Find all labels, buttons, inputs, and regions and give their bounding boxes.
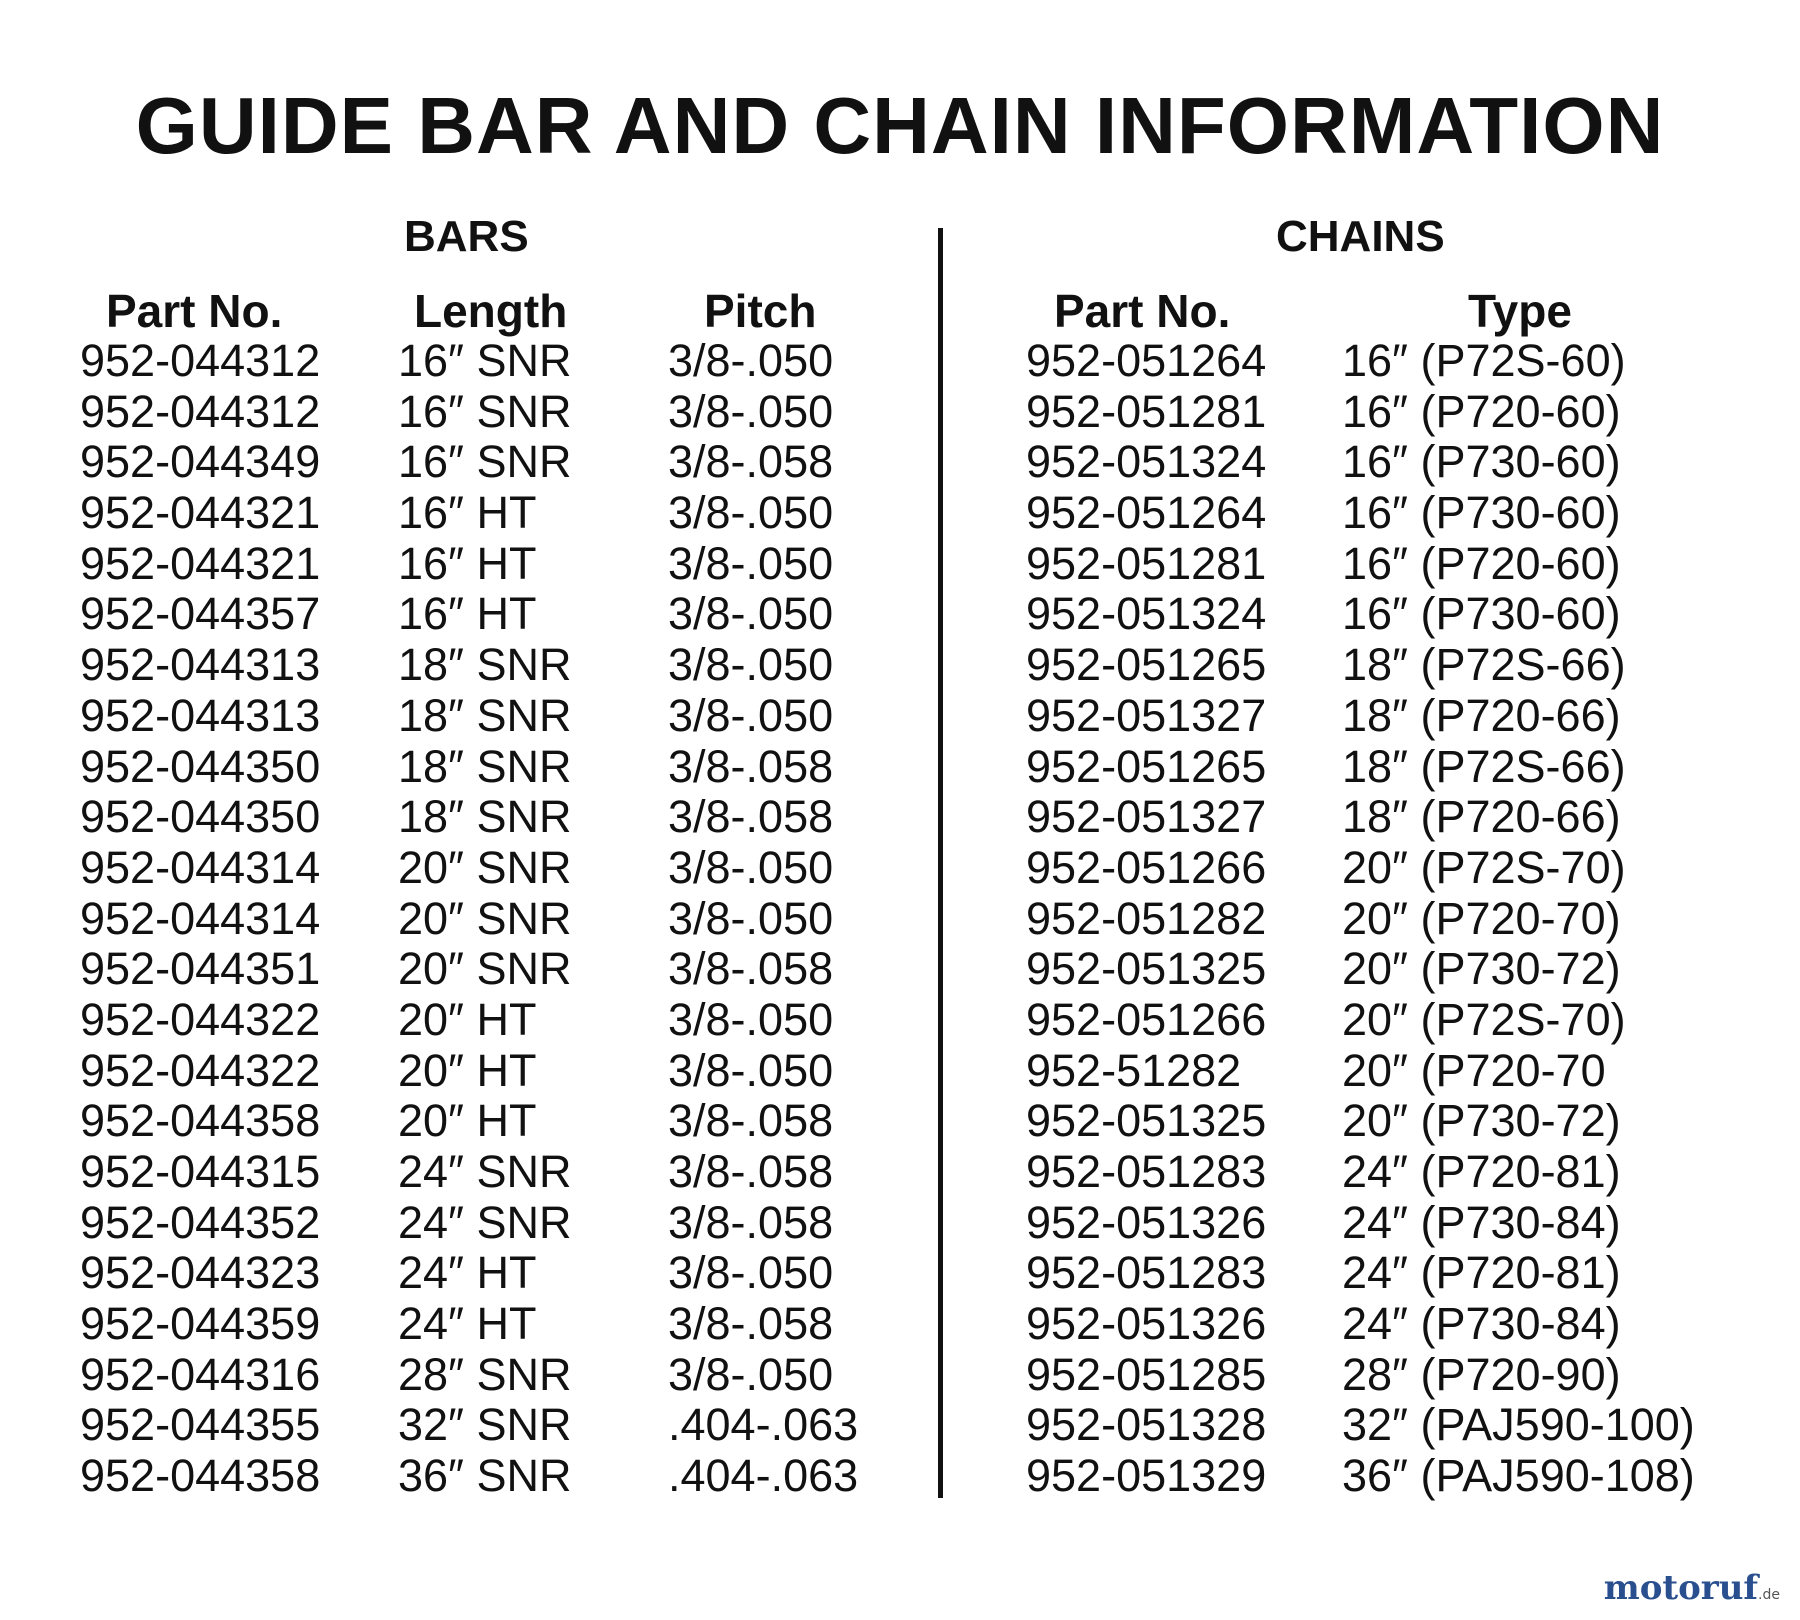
bar-length: 18″ SNR xyxy=(398,689,572,741)
chain-part-no: 952-051326 xyxy=(1026,1298,1267,1350)
table-row xyxy=(0,437,1800,488)
bar-part-no: 952-044350 xyxy=(80,791,321,843)
table-row xyxy=(0,792,1800,843)
bar-part-no: 952-044314 xyxy=(80,892,321,944)
table-row xyxy=(0,1451,1800,1502)
bar-pitch: 3/8-.058 xyxy=(668,1196,834,1248)
bar-length: 18″ SNR xyxy=(398,639,572,691)
bar-length: 32″ SNR xyxy=(398,1399,572,1451)
chain-type: 16″ (P720-60) xyxy=(1342,385,1621,437)
bar-part-no: 952-044323 xyxy=(80,1247,321,1299)
chain-type: 20″ (P72S-70) xyxy=(1342,841,1626,893)
bar-length: 20″ HT xyxy=(398,1095,537,1147)
chain-part-no: 952-051283 xyxy=(1026,1146,1267,1197)
bar-pitch: 3/8-.050 xyxy=(668,1348,834,1400)
watermark-name: motoruf xyxy=(1603,1568,1759,1608)
bar-part-no: 952-044358 xyxy=(80,1450,321,1502)
table-row xyxy=(0,589,1800,640)
bar-part-no: 952-044316 xyxy=(80,1348,321,1400)
table-row xyxy=(0,387,1800,438)
bar-pitch: 3/8-.050 xyxy=(668,1044,834,1096)
bar-pitch: 3/8-.050 xyxy=(668,993,834,1045)
chain-type: 16″ (P72S-60) xyxy=(1342,335,1626,386)
table-row xyxy=(0,995,1800,1046)
bar-length: 18″ SNR xyxy=(398,791,572,843)
bar-pitch: 3/8-.058 xyxy=(668,943,834,995)
bar-part-no: 952-044321 xyxy=(80,487,321,539)
table-row xyxy=(0,1350,1800,1401)
bar-pitch: 3/8-.050 xyxy=(668,689,834,741)
bar-pitch: 3/8-.058 xyxy=(668,1298,834,1350)
chain-type: 18″ (P720-66) xyxy=(1342,689,1621,741)
table-row xyxy=(0,691,1800,742)
bar-pitch: 3/8-.058 xyxy=(668,740,834,792)
chain-part-no: 952-051264 xyxy=(1026,335,1267,386)
bar-length: 16″ HT xyxy=(398,487,537,539)
bar-pitch: 3/8-.050 xyxy=(668,639,834,691)
chain-type: 28″ (P720-90) xyxy=(1342,1348,1621,1400)
chain-type: 20″ (P720-70) xyxy=(1342,892,1621,944)
page-title: GUIDE BAR AND CHAIN INFORMATION xyxy=(135,81,1665,170)
chain-part-no: 952-051281 xyxy=(1026,537,1267,589)
bar-pitch: 3/8-.058 xyxy=(668,436,834,488)
table-row xyxy=(0,336,1800,387)
bar-part-no: 952-044357 xyxy=(80,588,321,640)
chain-part-no: 952-051325 xyxy=(1026,1095,1267,1147)
chain-type: 36″ (PAJ590-108) xyxy=(1342,1450,1695,1502)
chain-part-no: 952-051327 xyxy=(1026,689,1267,741)
bar-pitch: 3/8-.050 xyxy=(668,385,834,437)
bar-pitch: 3/8-.050 xyxy=(668,588,834,640)
bar-length: 24″ HT xyxy=(398,1298,537,1350)
bars-heading: BARS xyxy=(404,212,529,261)
bars-col-part-no: Part No. xyxy=(106,285,283,337)
table-row xyxy=(0,1198,1800,1249)
table-row xyxy=(0,843,1800,894)
chain-part-no: 952-051328 xyxy=(1026,1399,1267,1451)
bar-pitch: 3/8-.050 xyxy=(668,335,834,386)
chain-part-no: 952-051265 xyxy=(1026,740,1267,792)
bar-part-no: 952-044313 xyxy=(80,689,321,741)
bar-part-no: 952-044350 xyxy=(80,740,321,792)
table-row xyxy=(0,1248,1800,1299)
table-row xyxy=(0,1400,1800,1451)
chain-type: 20″ (P720-70 xyxy=(1342,1044,1606,1096)
chain-part-no: 952-051324 xyxy=(1026,436,1267,488)
chains-col-part-no: Part No. xyxy=(1054,285,1231,337)
bar-part-no: 952-044358 xyxy=(80,1095,321,1147)
chain-part-no: 952-051329 xyxy=(1026,1450,1267,1502)
bar-pitch: 3/8-.058 xyxy=(668,1095,834,1147)
table-row xyxy=(0,894,1800,945)
bar-pitch: 3/8-.050 xyxy=(668,1247,834,1299)
bar-length: 20″ SNR xyxy=(398,943,572,995)
bar-pitch: 3/8-.050 xyxy=(668,841,834,893)
chains-col-type: Type xyxy=(1468,285,1572,337)
bar-length: 20″ SNR xyxy=(398,841,572,893)
chain-type: 18″ (P720-66) xyxy=(1342,791,1621,843)
table-row xyxy=(0,1147,1800,1198)
bar-part-no: 952-044312 xyxy=(80,335,321,386)
chain-type: 16″ (P730-60) xyxy=(1342,487,1621,539)
bar-length: 16″ HT xyxy=(398,588,537,640)
watermark-tld: .de xyxy=(1758,1587,1780,1603)
watermark-logo xyxy=(1604,1568,1780,1608)
bar-pitch: .404-.063 xyxy=(668,1450,859,1502)
bar-length: 36″ SNR xyxy=(398,1450,572,1502)
bar-length: 24″ SNR xyxy=(398,1146,572,1197)
table-row xyxy=(0,488,1800,539)
bars-col-pitch: Pitch xyxy=(704,285,817,337)
table-row xyxy=(0,640,1800,691)
chain-type: 20″ (P72S-70) xyxy=(1342,993,1626,1045)
bar-part-no: 952-044315 xyxy=(80,1146,321,1197)
bar-length: 16″ SNR xyxy=(398,436,572,488)
bar-part-no: 952-044359 xyxy=(80,1298,321,1350)
chain-type: 24″ (P730-84) xyxy=(1342,1298,1621,1350)
chain-type: 18″ (P72S-66) xyxy=(1342,740,1626,792)
bar-length: 16″ HT xyxy=(398,537,537,589)
chain-part-no: 952-51282 xyxy=(1026,1044,1242,1096)
chain-type: 32″ (PAJ590-100) xyxy=(1342,1399,1695,1451)
chains-heading: CHAINS xyxy=(1276,212,1445,261)
chain-type: 16″ (P720-60) xyxy=(1342,537,1621,589)
bar-length: 20″ HT xyxy=(398,993,537,1045)
chain-part-no: 952-051266 xyxy=(1026,993,1267,1045)
parts-table xyxy=(0,336,1800,1502)
bar-pitch: .404-.063 xyxy=(668,1399,859,1451)
chain-part-no: 952-051281 xyxy=(1026,385,1267,437)
bar-pitch: 3/8-.058 xyxy=(668,791,834,843)
bar-part-no: 952-044314 xyxy=(80,841,321,893)
chain-part-no: 952-051327 xyxy=(1026,791,1267,843)
bar-pitch: 3/8-.058 xyxy=(668,1146,834,1197)
chain-type: 24″ (P730-84) xyxy=(1342,1196,1621,1248)
bar-length: 20″ SNR xyxy=(398,892,572,944)
chain-part-no: 952-051266 xyxy=(1026,841,1267,893)
bar-part-no: 952-044351 xyxy=(80,943,321,995)
bar-part-no: 952-044355 xyxy=(80,1399,321,1451)
bar-part-no: 952-044322 xyxy=(80,993,321,1045)
bar-length: 24″ SNR xyxy=(398,1196,572,1248)
bar-length: 28″ SNR xyxy=(398,1348,572,1400)
bar-part-no: 952-044349 xyxy=(80,436,321,488)
bar-length: 16″ SNR xyxy=(398,335,572,386)
chain-type: 20″ (P730-72) xyxy=(1342,1095,1621,1147)
table-row xyxy=(0,742,1800,793)
chain-part-no: 952-051285 xyxy=(1026,1348,1267,1400)
chain-part-no: 952-051264 xyxy=(1026,487,1267,539)
bar-part-no: 952-044313 xyxy=(80,639,321,691)
table-row xyxy=(0,944,1800,995)
table-row xyxy=(0,1046,1800,1097)
bar-part-no: 952-044321 xyxy=(80,537,321,589)
bar-length: 16″ SNR xyxy=(398,385,572,437)
chain-type: 24″ (P720-81) xyxy=(1342,1247,1621,1299)
bars-col-length: Length xyxy=(414,285,568,337)
chain-type: 24″ (P720-81) xyxy=(1342,1146,1621,1197)
chain-part-no: 952-051325 xyxy=(1026,943,1267,995)
bar-length: 18″ SNR xyxy=(398,740,572,792)
chain-part-no: 952-051283 xyxy=(1026,1247,1267,1299)
chain-part-no: 952-051282 xyxy=(1026,892,1267,944)
bar-pitch: 3/8-.050 xyxy=(668,487,834,539)
bar-part-no: 952-044312 xyxy=(80,385,321,437)
table-row xyxy=(0,539,1800,590)
bar-length: 20″ HT xyxy=(398,1044,537,1096)
bar-length: 24″ HT xyxy=(398,1247,537,1299)
table-row xyxy=(0,1096,1800,1147)
bar-pitch: 3/8-.050 xyxy=(668,892,834,944)
chain-type: 18″ (P72S-66) xyxy=(1342,639,1626,691)
chain-part-no: 952-051324 xyxy=(1026,588,1267,640)
bar-part-no: 952-044322 xyxy=(80,1044,321,1096)
chain-type: 16″ (P730-60) xyxy=(1342,588,1621,640)
table-row xyxy=(0,1299,1800,1350)
chain-part-no: 952-051326 xyxy=(1026,1196,1267,1248)
chain-type: 20″ (P730-72) xyxy=(1342,943,1621,995)
chain-type: 16″ (P730-60) xyxy=(1342,436,1621,488)
bar-pitch: 3/8-.050 xyxy=(668,537,834,589)
chain-part-no: 952-051265 xyxy=(1026,639,1267,691)
bar-part-no: 952-044352 xyxy=(80,1196,321,1248)
